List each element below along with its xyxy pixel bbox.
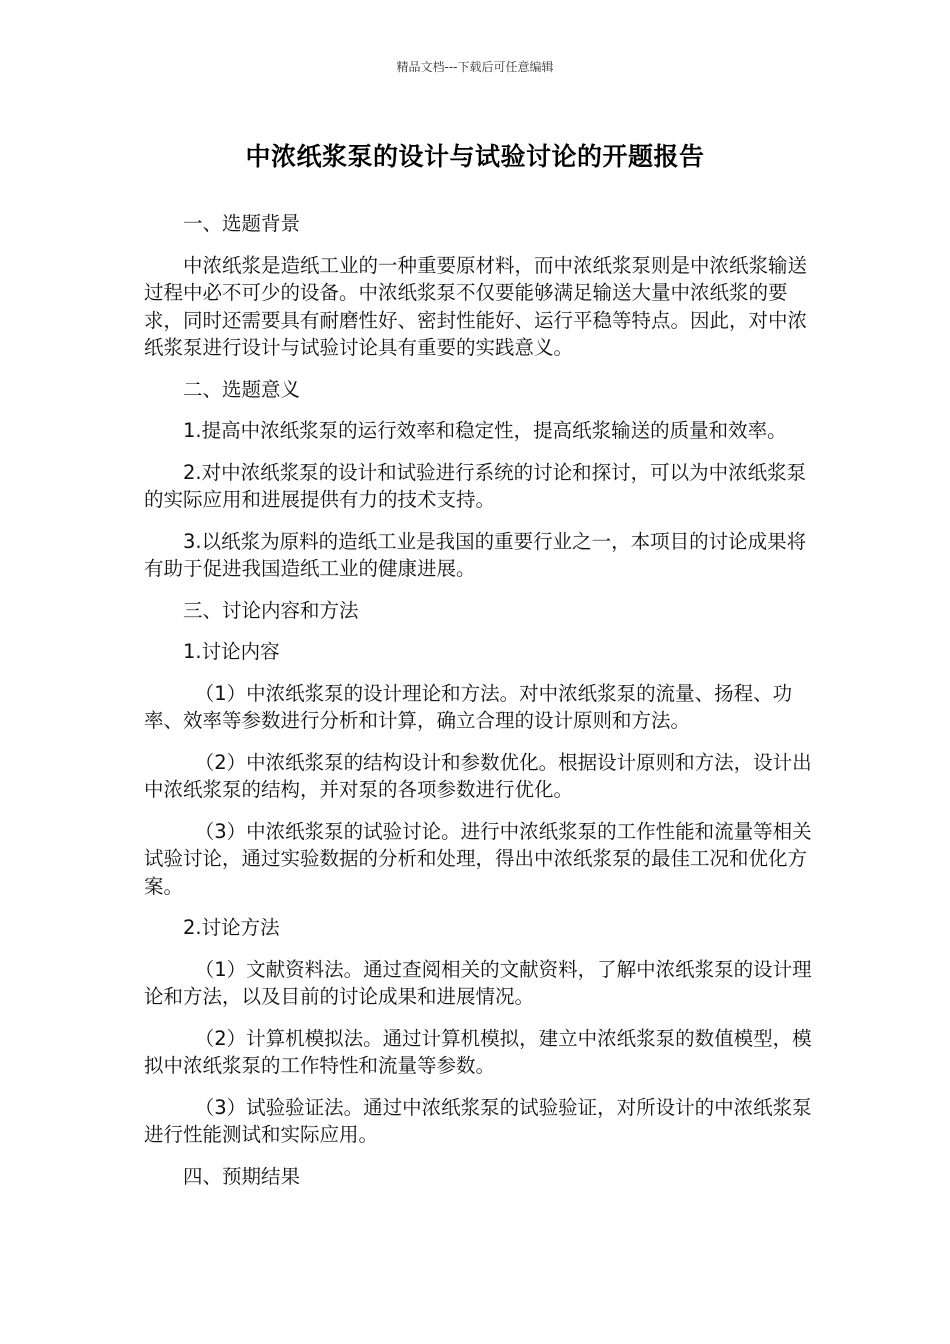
- paragraph-method-2: （2）计算机模拟法。通过计算机模拟，建立中浓纸浆泵的数值模型，模拟中浓纸浆泵的工作特性和流量等参数。: [144, 1026, 812, 1077]
- section-heading-content-methods: 三、讨论内容和方法: [183, 598, 359, 622]
- header-note: 精品文档---下载后可任意编辑: [396, 60, 554, 74]
- document-body: [144, 210, 812, 1190]
- section-heading-background: 一、选题背景: [183, 212, 301, 235]
- paragraph-background: 中浓纸浆是造纸工业的一种重要原材料，而中浓纸浆泵则是中浓纸浆输送过程中必不可少的设备。中浓纸浆泵不仅要能够满足输送大量中浓纸浆的要求，同时还需要具有耐磨性好、密封性能好、运行平稳等特点。因此，对中浓纸浆泵进行设计与试验讨论具有重要的实践意义。: [144, 253, 808, 359]
- section-heading-significance: 二、选题意义: [183, 377, 301, 401]
- paragraph-method-3: （3）试验验证法。通过中浓纸浆泵的试验验证，对所设计的中浓纸浆泵进行性能测试和实际应用。: [144, 1095, 812, 1146]
- paragraph-content-2: （2）中浓纸浆泵的结构设计和参数优化。根据设计原则和方法，设计出中浓纸浆泵的结构，并对泵的各项参数进行优化。: [144, 750, 812, 801]
- paragraph-significance-3: 3.以纸浆为原料的造纸工业是我国的重要行业之一，本项目的讨论成果将有助于促进我国造纸工业的健康进展。: [144, 529, 807, 580]
- paragraph-method-1: （1）文献资料法。通过查阅相关的文献资料，了解中浓纸浆泵的设计理论和方法，以及目前的讨论成果和进展情况。: [144, 957, 812, 1008]
- subheading-methods: 2.讨论方法: [183, 916, 280, 939]
- paragraph-content-1: （1）中浓纸浆泵的设计理论和方法。对中浓纸浆泵的流量、扬程、功率、效率等参数进行分析和计算，确立合理的设计原则和方法。: [144, 681, 793, 732]
- paragraph-content-3: （3）中浓纸浆泵的试验讨论。进行中浓纸浆泵的工作性能和流量等相关试验讨论，通过实验数据的分析和处理，得出中浓纸浆泵的最佳工况和优化方案。: [144, 819, 812, 898]
- paragraph-significance-2: 2.对中浓纸浆泵的设计和试验进行系统的讨论和探讨，可以为中浓纸浆泵的实际应用和进展提供有力的技术支持。: [144, 460, 807, 511]
- document-title: 中浓纸浆泵的设计与试验讨论的开题报告: [245, 142, 705, 171]
- subheading-content: 1.讨论内容: [183, 640, 280, 663]
- section-heading-expected-results: 四、预期结果: [183, 1164, 301, 1188]
- paragraph-significance-1: 1.提高中浓纸浆泵的运行效率和稳定性，提高纸浆输送的质量和效率。: [183, 419, 787, 442]
